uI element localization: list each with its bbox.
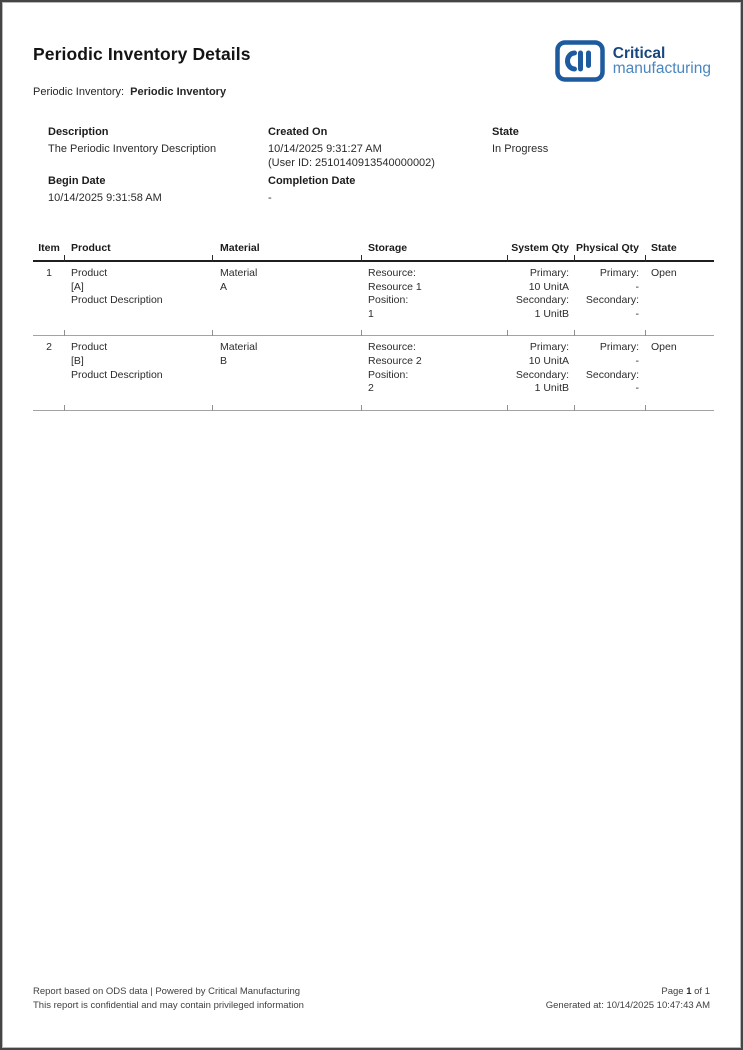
table-row bbox=[33, 336, 714, 410]
header-product: Product bbox=[65, 240, 213, 261]
cell-storage bbox=[362, 261, 508, 336]
table-row bbox=[33, 261, 714, 336]
logo-wordmark bbox=[613, 46, 711, 76]
footer-left bbox=[33, 985, 304, 1013]
cell-storage bbox=[362, 336, 508, 410]
cell-material bbox=[213, 261, 362, 336]
physical-qty-primary-value: - bbox=[635, 280, 639, 293]
storage-position-label: Position: bbox=[368, 294, 409, 307]
product-name: Product bbox=[71, 341, 108, 354]
system-qty-secondary-value: 1 UnitB bbox=[534, 382, 569, 395]
cell-material bbox=[213, 336, 362, 410]
system-qty-secondary-label: Secondary: bbox=[515, 368, 569, 381]
page-title: Periodic Inventory Details bbox=[33, 44, 251, 64]
system-qty-primary-value: 10 UnitA bbox=[528, 354, 569, 367]
footer-generated-at: Generated at: 10/14/2025 10:47:43 AM bbox=[545, 1000, 710, 1011]
field-description-value: The Periodic Inventory Description bbox=[48, 143, 217, 155]
page-prefix: Page bbox=[661, 986, 687, 997]
field-created-on bbox=[268, 126, 488, 170]
physical-qty-secondary-label: Secondary: bbox=[585, 368, 639, 381]
field-completion-date-label: Completion Date bbox=[268, 175, 356, 187]
company-logo bbox=[555, 40, 711, 82]
logo-brand-top: Critical bbox=[612, 45, 666, 62]
page-number: 1 bbox=[686, 986, 692, 997]
header-material: Material bbox=[213, 240, 362, 261]
storage-resource-label: Resource: bbox=[368, 341, 416, 354]
footer-confidential-line: This report is confidential and may contain privileged information bbox=[33, 1000, 304, 1011]
created-on-user-id: (User ID: 2510140913540000002) bbox=[268, 157, 435, 169]
header-system-qty: System Qty bbox=[508, 240, 575, 261]
cell-item: 2 bbox=[33, 336, 65, 410]
created-on-datetime: 10/14/2025 9:31:27 AM bbox=[268, 143, 382, 155]
logo-brand-bottom: manufacturing bbox=[612, 60, 711, 77]
header-state: State bbox=[646, 240, 714, 261]
inventory-items-table bbox=[33, 240, 714, 411]
cell-item: 1 bbox=[33, 261, 65, 336]
footer-source-line: Report based on ODS data | Powered by Critical Manufacturing bbox=[33, 986, 301, 997]
table-header-row bbox=[33, 240, 714, 261]
field-begin-date-value: 10/14/2025 9:31:58 AM bbox=[48, 192, 162, 204]
field-created-on-value bbox=[268, 142, 488, 170]
storage-position-value: 1 bbox=[368, 307, 374, 320]
field-description bbox=[48, 126, 263, 156]
system-qty-primary-value: 10 UnitA bbox=[528, 280, 569, 293]
cell-product bbox=[65, 336, 213, 410]
cell-system-qty bbox=[508, 336, 575, 410]
system-qty-primary-label: Primary: bbox=[529, 341, 569, 354]
cell-physical-qty bbox=[575, 261, 646, 336]
page-suffix: of 1 bbox=[691, 986, 710, 997]
cell-state: Open bbox=[646, 336, 714, 410]
field-begin-date-label: Begin Date bbox=[48, 175, 106, 187]
footer-page-indicator bbox=[546, 985, 710, 999]
field-state bbox=[492, 126, 672, 156]
subtitle-value: Periodic Inventory bbox=[130, 86, 227, 98]
product-description: Product Description bbox=[71, 368, 163, 381]
storage-resource-value: Resource 1 bbox=[368, 280, 422, 293]
product-name: Product bbox=[71, 267, 108, 279]
physical-qty-secondary-label: Secondary: bbox=[585, 294, 639, 307]
cell-state: Open bbox=[646, 261, 714, 336]
storage-position-value: 2 bbox=[368, 382, 374, 395]
material-name: Material bbox=[220, 341, 258, 354]
physical-qty-primary-value: - bbox=[635, 354, 639, 367]
storage-resource-value: Resource 2 bbox=[368, 354, 422, 367]
storage-position-label: Position: bbox=[368, 368, 409, 381]
footer-right bbox=[546, 985, 710, 1013]
cell-product bbox=[65, 261, 213, 336]
product-id: [B] bbox=[71, 354, 84, 367]
header-physical-qty: Physical Qty bbox=[575, 240, 646, 261]
product-description: Product Description bbox=[71, 294, 163, 307]
header-item: Item bbox=[33, 240, 65, 261]
field-description-label: Description bbox=[48, 126, 109, 138]
periodic-inventory-subtitle bbox=[33, 86, 226, 98]
field-state-label: State bbox=[492, 126, 519, 138]
material-id: A bbox=[220, 280, 228, 293]
system-qty-secondary-value: 1 UnitB bbox=[534, 307, 569, 320]
subtitle-label: Periodic Inventory: bbox=[33, 86, 125, 98]
field-completion-date-value: - bbox=[268, 192, 272, 204]
critical-manufacturing-logo-icon bbox=[555, 40, 605, 82]
header-storage: Storage bbox=[362, 240, 508, 261]
field-state-value: In Progress bbox=[492, 143, 549, 155]
physical-qty-primary-label: Primary: bbox=[599, 341, 639, 354]
cell-system-qty bbox=[508, 261, 575, 336]
material-name: Material bbox=[220, 267, 258, 279]
system-qty-primary-label: Primary: bbox=[529, 267, 569, 279]
material-id: B bbox=[220, 354, 228, 367]
cell-physical-qty bbox=[575, 336, 646, 410]
product-id: [A] bbox=[71, 280, 84, 293]
system-qty-secondary-label: Secondary: bbox=[515, 294, 569, 307]
field-completion-date bbox=[268, 175, 488, 205]
field-created-on-label: Created On bbox=[268, 126, 328, 138]
storage-resource-label: Resource: bbox=[368, 267, 416, 279]
physical-qty-secondary-value: - bbox=[635, 307, 639, 320]
field-begin-date bbox=[48, 175, 263, 205]
physical-qty-secondary-value: - bbox=[635, 382, 639, 395]
physical-qty-primary-label: Primary: bbox=[599, 267, 639, 279]
